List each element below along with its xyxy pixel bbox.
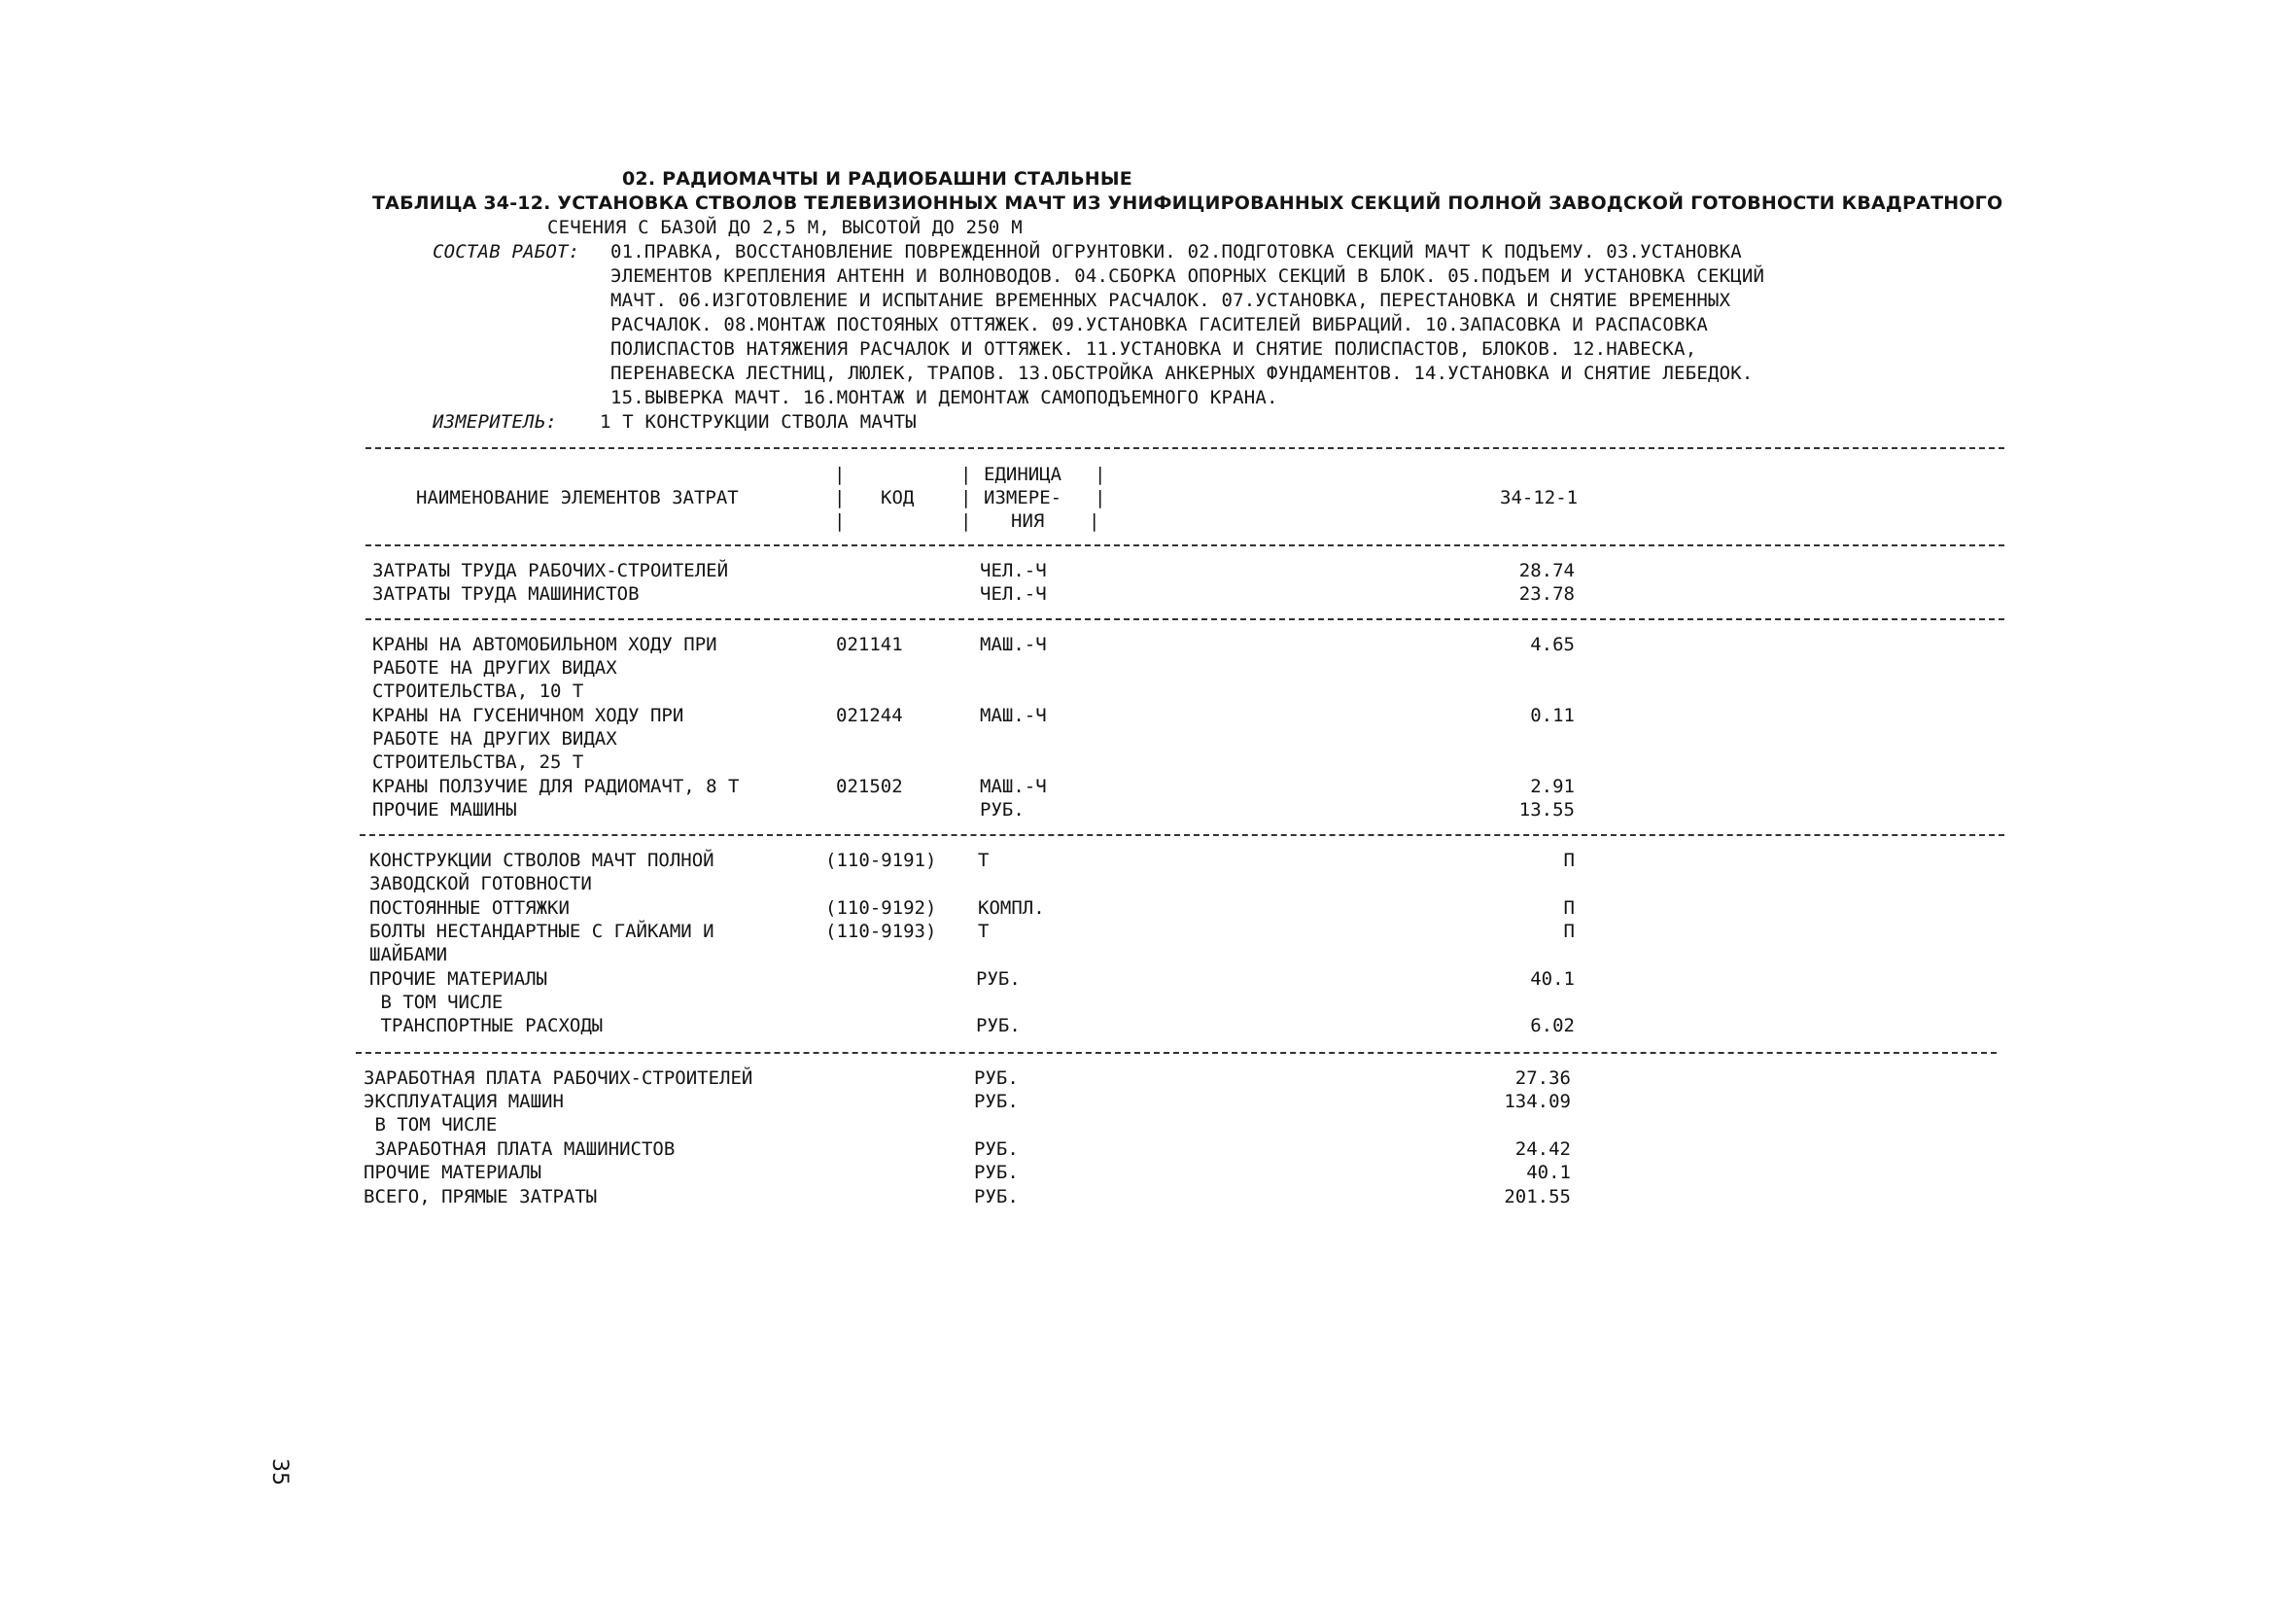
table-title-continuation: СЕЧЕНИЯ С БАЗОЙ ДО 2,5 М, ВЫСОТОЙ ДО 250 М [547, 217, 1023, 238]
row-value: 201.55 [1504, 1186, 1571, 1207]
row-value: 24.42 [1514, 1138, 1571, 1160]
column-separator: | [834, 464, 846, 485]
row-name: КРАНЫ НА АВТОМОБИЛЬНОМ ХОДУ ПРИ [372, 634, 717, 655]
row-value: 134.09 [1504, 1091, 1571, 1112]
row-name: РАБОТЕ НА ДРУГИХ ВИДАХ [372, 728, 617, 750]
header-unit: ЕДИНИЦА [984, 464, 1062, 485]
row-name: ЗАТРАТЫ ТРУДА МАШИНИСТОВ [372, 583, 640, 605]
row-name: ПОСТОЯННЫЕ ОТТЯЖКИ [369, 897, 570, 919]
row-name: ЗАРАБОТНАЯ ПЛАТА МАШИНИСТОВ [364, 1138, 676, 1160]
row-unit: Т [978, 850, 990, 871]
header-name: НАИМЕНОВАНИЕ ЭЛЕМЕНТОВ ЗАТРАТ [416, 487, 739, 508]
row-value: 2.91 [1530, 776, 1575, 797]
row-unit: МАШ.-Ч [980, 776, 1047, 797]
row-unit: РУБ. [980, 799, 1025, 821]
table-title: ТАБЛИЦА 34-12. УСТАНОВКА СТВОЛОВ ТЕЛЕВИЗИОННЫХ МАЧТ ИЗ УНИФИЦИРОВАННЫХ СЕКЦИЙ ПОЛНОЙ ЗАВОДСКОЙ ГОТОВНОСТИ КВАДРАТНОГО [372, 192, 2003, 214]
row-name: СТРОИТЕЛЬСТВА, 10 Т [372, 681, 584, 702]
row-name: ВСЕГО, ПРЯМЫЕ ЗАТРАТЫ [364, 1186, 598, 1207]
divider [365, 618, 2004, 620]
row-code: 021502 [836, 776, 903, 797]
divider [356, 1052, 1997, 1054]
row-value: П [1563, 921, 1575, 942]
column-separator: | [960, 487, 972, 508]
row-code: 021141 [836, 634, 903, 655]
row-unit: РУБ. [974, 1138, 1019, 1160]
row-unit: МАШ.-Ч [980, 634, 1047, 655]
meter-label: ИЗМЕРИТЕЛЬ: [433, 411, 558, 433]
row-unit: РУБ. [976, 968, 1021, 990]
row-name: БОЛТЫ НЕСТАНДАРТНЫЕ С ГАЙКАМИ И [369, 921, 714, 942]
row-value: 40.1 [1530, 968, 1575, 990]
row-unit: РУБ. [974, 1067, 1019, 1089]
row-code: (110-9192) [825, 897, 937, 919]
row-unit: ЧЕЛ.-Ч [980, 560, 1047, 581]
row-value: 0.11 [1530, 705, 1575, 726]
header-unit: НИЯ [1011, 510, 1045, 532]
row-value: 28.74 [1518, 560, 1575, 581]
work-line: ПЕРЕНАВЕСКА ЛЕСТНИЦ, ЛЮЛЕК, ТРАПОВ. 13.ОБСТРОЙКА АНКЕРНЫХ ФУНДАМЕНТОВ. 14.УСТАНОВКА И СНЯТИЕ ЛЕБЕДОК. [610, 363, 1754, 384]
section-title: 02. РАДИОМАЧТЫ И РАДИОБАШНИ СТАЛЬНЫЕ [622, 168, 1132, 190]
row-value: 13.55 [1518, 799, 1575, 821]
row-name: ЗАТРАТЫ ТРУДА РАБОЧИХ-СТРОИТЕЛЕЙ [372, 560, 729, 581]
row-value: П [1563, 850, 1575, 871]
row-name: КОНСТРУКЦИИ СТВОЛОВ МАЧТ ПОЛНОЙ [369, 850, 714, 871]
row-name: В ТОМ ЧИСЛЕ [369, 992, 504, 1013]
row-name: РАБОТЕ НА ДРУГИХ ВИДАХ [372, 657, 617, 679]
row-value: 4.65 [1530, 634, 1575, 655]
row-value: П [1563, 897, 1575, 919]
meter-value: 1 Т КОНСТРУКЦИИ СТВОЛА МАЧТЫ [600, 411, 917, 433]
row-unit: ЧЕЛ.-Ч [980, 583, 1047, 605]
row-value: 40.1 [1526, 1162, 1571, 1183]
row-name: ТРАНСПОРТНЫЕ РАСХОДЫ [369, 1015, 604, 1036]
row-name: КРАНЫ НА ГУСЕНИЧНОМ ХОДУ ПРИ [372, 705, 684, 726]
column-separator: | [834, 487, 846, 508]
row-unit: РУБ. [974, 1162, 1019, 1183]
work-line: ЭЛЕМЕНТОВ КРЕПЛЕНИЯ АНТЕНН И ВОЛНОВОДОВ. 04.СБОРКА ОПОРНЫХ СЕКЦИЙ В БЛОК. 05.ПОДЪЕМ И УСТАНОВКА СЕКЦИЙ [610, 265, 1765, 287]
row-value: 27.36 [1514, 1067, 1571, 1089]
work-line: МАЧТ. 06.ИЗГОТОВЛЕНИЕ И ИСПЫТАНИЕ ВРЕМЕННЫХ РАСЧАЛОК. 07.УСТАНОВКА, ПЕРЕСТАНОВКА И СНЯТИЕ ВРЕМЕННЫХ [610, 290, 1731, 311]
row-name: ПРОЧИЕ МАШИНЫ [372, 799, 517, 821]
row-unit: РУБ. [974, 1186, 1019, 1207]
row-name: ПРОЧИЕ МАТЕРИАЛЫ [364, 1162, 542, 1183]
row-name: КРАНЫ ПОЛЗУЧИЕ ДЛЯ РАДИОМАЧТ, 8 Т [372, 776, 740, 797]
page-number: 35 [267, 1458, 292, 1486]
column-separator: | [1095, 464, 1106, 485]
row-name: ЗАВОДСКОЙ ГОТОВНОСТИ [369, 873, 592, 894]
header-column-code: 34-12-1 [1500, 487, 1579, 508]
work-line: 01.ПРАВКА, ВОССТАНОВЛЕНИЕ ПОВРЕЖДЕННОЙ ОГРУНТОВКИ. 02.ПОДГОТОВКА СЕКЦИЙ МАЧТ К ПОДЪЕМУ. 03.УСТАНОВКА [610, 241, 1742, 262]
column-separator: | [1095, 487, 1106, 508]
column-separator: | [834, 510, 846, 532]
divider [360, 834, 2004, 836]
header-code: КОД [881, 487, 915, 508]
row-name: ШАЙБАМИ [369, 944, 448, 965]
row-name: В ТОМ ЧИСЛЕ [364, 1114, 498, 1136]
row-value: 23.78 [1518, 583, 1575, 605]
row-unit: Т [978, 921, 990, 942]
header-unit: ИЗМЕРЕ- [984, 487, 1062, 508]
row-code: (110-9191) [825, 850, 937, 871]
column-separator: | [960, 464, 972, 485]
row-code: 021244 [836, 705, 903, 726]
row-unit: РУБ. [976, 1015, 1021, 1036]
row-code: (110-9193) [825, 921, 937, 942]
work-line: ПОЛИСПАСТОВ НАТЯЖЕНИЯ РАСЧАЛОК И ОТТЯЖЕК. 11.УСТАНОВКА И СНЯТИЕ ПОЛИСПАСТОВ, БЛОКОВ. 12.НАВЕСКА, [610, 338, 1697, 360]
row-name: СТРОИТЕЛЬСТВА, 25 Т [372, 752, 584, 773]
work-composition-label: СОСТАВ РАБОТ: [433, 241, 580, 262]
work-line: 15.ВЫВЕРКА МАЧТ. 16.МОНТАЖ И ДЕМОНТАЖ САМОПОДЪЕМНОГО КРАНА. [610, 387, 1278, 408]
column-separator: | [1089, 510, 1100, 532]
column-separator: | [960, 510, 972, 532]
row-name: ЗАРАБОТНАЯ ПЛАТА РАБОЧИХ-СТРОИТЕЛЕЙ [364, 1067, 753, 1089]
work-line: РАСЧАЛОК. 08.МОНТАЖ ПОСТОЯНЫХ ОТТЯЖЕК. 09.УСТАНОВКА ГАСИТЕЛЕЙ ВИБРАЦИЙ. 10.ЗАПАСОВКА И РАСПАСОВКА [610, 314, 1708, 335]
row-value: 6.02 [1530, 1015, 1575, 1036]
row-unit: КОМПЛ. [978, 897, 1045, 919]
row-name: ЭКСПЛУАТАЦИЯ МАШИН [364, 1091, 564, 1112]
divider [365, 447, 2004, 449]
row-name: ПРОЧИЕ МАТЕРИАЛЫ [369, 968, 548, 990]
row-unit: РУБ. [974, 1091, 1019, 1112]
row-unit: МАШ.-Ч [980, 705, 1047, 726]
divider [365, 544, 2004, 546]
